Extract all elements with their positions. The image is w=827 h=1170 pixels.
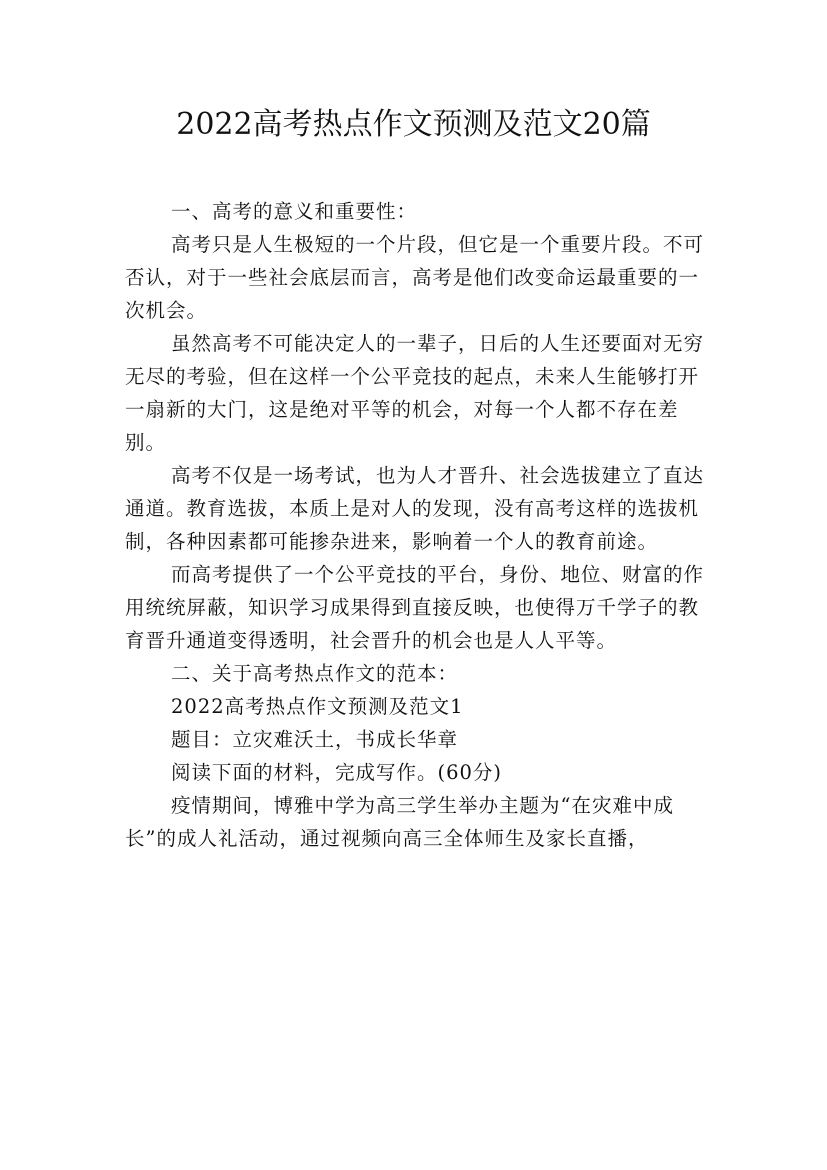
document-title: 2022高考热点作文预测及范文20篇 [176, 107, 651, 142]
essay-instruction: 阅读下面的材料，完成写作。(60分) [171, 761, 503, 784]
paragraph: 疫情期间，博雅中学为高三学生举办主题为“在灾难中成长”的成人礼活动，通过视频向高三全体师生及家长直播， [125, 794, 674, 850]
paragraph: 而高考提供了一个公平竞技的平台，身份、地位、财富的作用统统屏蔽，知识学习成果得到直接反映，也使得万千学子的教育晋升通道变得透明，社会晋升的机会也是人人平等。 [125, 563, 705, 652]
paragraph: 高考不仅是一场考试，也为人才晋升、社会选拔建立了直达通道。教育选拔，本质上是对人的发现，没有高考这样的选拔机制，各种因素都可能掺杂进来，影响着一个人的教育前途。 [125, 464, 705, 553]
paragraph: 虽然高考不可能决定人的一辈子，日后的人生还要面对无穷无尽的考验，但在这样一个公平竞技的起点，未来人生能够打开一扇新的大门，这是绝对平等的机会，对每一个人都不存在差别。 [125, 332, 705, 454]
section-heading-1: 一、高考的意义和重要性： [171, 200, 418, 223]
essay-heading: 2022高考热点作文预测及范文1 [171, 695, 464, 718]
essay-topic: 题目：立灾难沃土，书成长华章 [171, 728, 459, 751]
section-heading-2: 二、关于高考热点作文的范本： [171, 662, 459, 685]
document-body [125, 195, 705, 855]
paragraph: 高考只是人生极短的一个片段，但它是一个重要片段。不可否认，对于一些社会底层而言，高考是他们改变命运最重要的一次机会。 [125, 233, 705, 322]
